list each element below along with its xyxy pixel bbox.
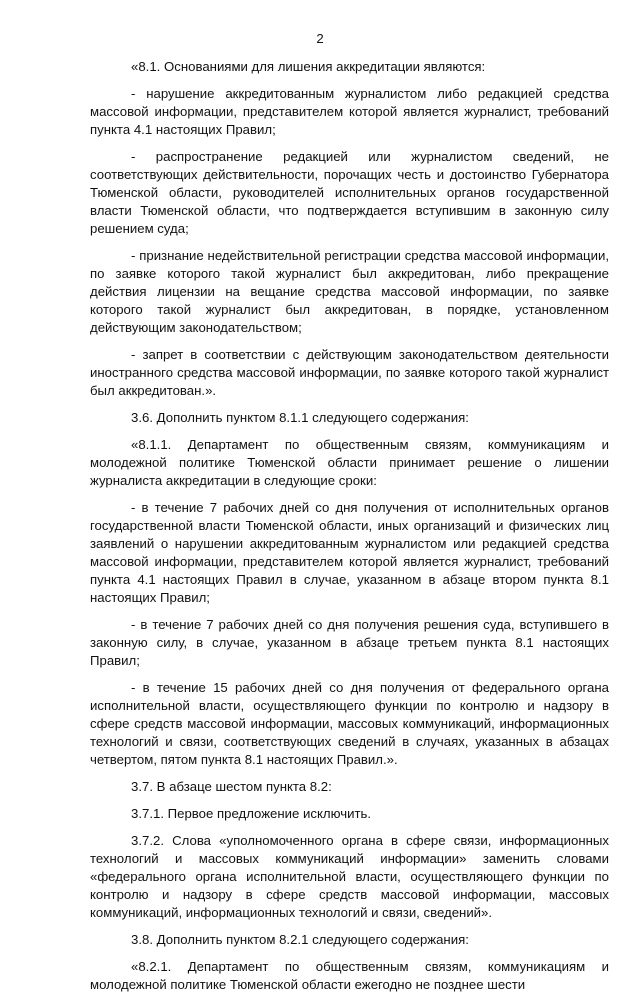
paragraph-3-7-1: 3.7.1. Первое предложение исключить. <box>131 806 372 821</box>
paragraph-3-7-2: 3.7.2. Слова «уполномоченного органа в сфере связи, информационных технологий и массовых коммуникаций информации» заменить словами «федерального органа исполнительной власти, осуществляющего функции по контролю и надзору в сфере средств массовой информации, массовых коммуникаций, информационных технологий и связи, сведений». <box>90 833 609 920</box>
page-number: 2 <box>316 31 324 46</box>
paragraph-8-2-1: «8.2.1. Департамент по общественным связям, коммуникациям и молодежной политике Тюменской области ежегодно не позднее шести <box>90 959 609 992</box>
paragraph-8-1-intro: «8.1. Основаниями для лишения аккредитации являются: <box>131 59 486 74</box>
document-body <box>90 58 609 1003</box>
paragraph-foreign-ban: - запрет в соответствии с действующим законодательством деятельности иностранного средства массовой информации, по заявке которого такой журналист был аккредитован.». <box>90 347 609 398</box>
paragraph-3-7: 3.7. В абзаце шестом пункта 8.2: <box>131 779 332 794</box>
paragraph-7-days-applications: - в течение 7 рабочих дней со дня получения от исполнительных органов государственной власти Тюменской области, иных организаций и физических лиц заявлений о нарушении аккредитованным журналистом или редакцией средства массовой информации, представителем которой является журналист, требований пункта 4.1 настоящих Правил в случае, указанном в абзаце втором пункта 8.1 настоящих Правил; <box>90 500 609 605</box>
paragraph-3-6: 3.6. Дополнить пунктом 8.1.1 следующего содержания: <box>131 410 469 425</box>
paragraph-3-8: 3.8. Дополнить пунктом 8.2.1 следующего содержания: <box>131 932 469 947</box>
paragraph-dissemination: - распространение редакцией или журналистом сведений, не соответствующих действительности, порочащих честь и достоинство Губернатора Тюменской области, руководителей исполнительных органов государственной власти Тюменской области, что подтверждается вступившим в законную силу решением суда; <box>90 149 609 236</box>
paragraph-violation: - нарушение аккредитованным журналистом либо редакцией средства массовой информации, представителем которой является журналист, требований пункта 4.1 настоящих Правил; <box>90 86 609 137</box>
paragraph-15-days-federal: - в течение 15 рабочих дней со дня получения от федерального органа исполнительной власти, осуществляющего функции по контролю и надзору в сфере средств массовой информации, массовых коммуникаций, информационных технологий и связи, соответствующих сведений в случаях, указанных в абзацах четвертом, пятом пункта 8.1 настоящих Правил.». <box>90 680 609 767</box>
paragraph-invalid-registration: - признание недействительной регистрации средства массовой информации, по заявке которого такой журналист был аккредитован, либо прекращение действия лицензии на вещание средства массовой информации, по заявке которого такой журналист был аккредитован, в порядке, установленном действующим законодательством; <box>90 248 609 335</box>
paragraph-7-days-court: - в течение 7 рабочих дней со дня получения решения суда, вступившего в законную силу, в случае, указанном в абзаце третьем пункта 8.1 настоящих Правил; <box>90 617 609 668</box>
paragraph-8-1-1: «8.1.1. Департамент по общественным связям, коммуникациям и молодежной политике Тюменской области принимает решение о лишении журналиста аккредитации в следующие сроки: <box>90 437 609 488</box>
